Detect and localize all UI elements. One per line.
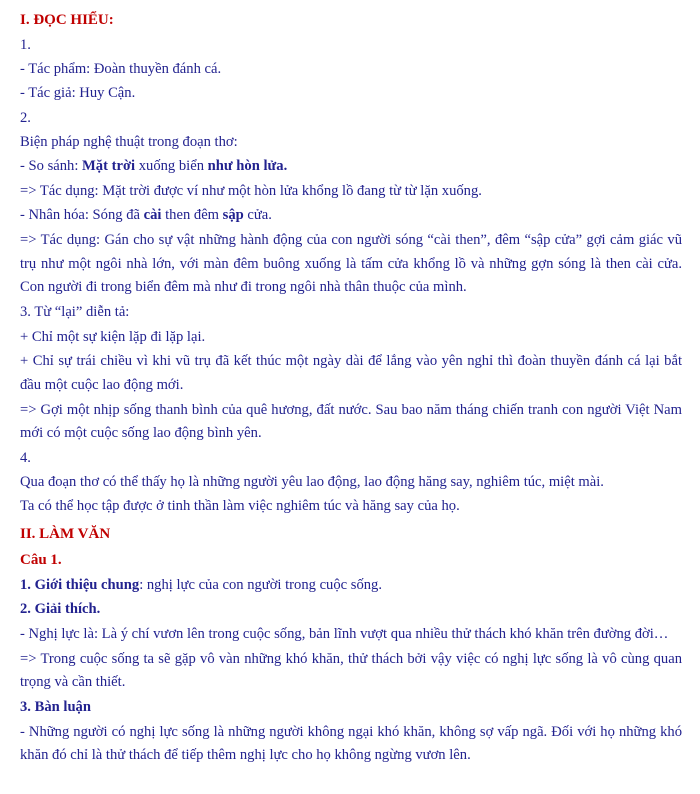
- item-4-line-1: Qua đoạn thơ có thể thấy họ là những người yêu lao động, lao động hăng say, nghiêm túc, miệt mài.: [20, 473, 604, 490]
- item-3-line-3: + Chỉ sự trái chiều vì khi vũ trụ đã kết thúc một ngày dài để lắng vào yên nghỉ thì đoàn thuyền đánh cá lại bắt đầu một cuộc lao động mới.: [20, 353, 682, 393]
- item-2-intro: Biện pháp nghệ thuật trong đoạn thơ:: [20, 133, 238, 150]
- point-2-line-1: - Nghị lực là: Là ý chí vươn lên trong cuộc sống, bản lĩnh vượt qua nhiều thử thách khó khăn trên đường đời…: [20, 626, 669, 643]
- item-3-line-4: => Gợi một nhịp sống thanh bình của quê hương, đất nước. Sau bao năm tháng chiến tranh con người Việt Nam mới có một cuộc sống lao động bình yên.: [20, 401, 682, 442]
- item-2-line-3: [20, 204, 682, 228]
- point-1-bold: 1. Giới thiệu chung: [20, 576, 140, 593]
- item-2-line-3-suffix: cửa.: [243, 207, 272, 224]
- point-3-line-1: - Những người có nghị lực sống là những người không ngại khó khăn, không sợ vấp ngã. Đối với họ những khó khăn đó chỉ là thử thách để tiếp thêm nghị lực cho họ không ngừng vươn lên.: [20, 723, 682, 764]
- item-2-line-1-bold-b: như hòn lửa.: [207, 158, 288, 175]
- item-2-line-1-bold-a: Mặt trời: [82, 158, 136, 175]
- point-2-line-2: => Trong cuộc sống ta sẽ gặp vô vàn những khó khăn, thử thách bởi vậy việc có nghị lực sống là vô cùng quan trọng và cần thiết.: [20, 650, 682, 691]
- item-3-line-2: + Chỉ một sự kiện lặp đi lặp lại.: [20, 328, 206, 345]
- section-heading-doc-hieu: I. ĐỌC HIỂU:: [20, 12, 114, 28]
- item-1-line-1: - Tác phẩm: Đoàn thuyền đánh cá.: [20, 60, 222, 77]
- point-1: [20, 574, 682, 598]
- item-number-2: 2.: [20, 109, 31, 126]
- item-2-line-1-prefix: - So sánh:: [20, 158, 83, 175]
- item-number-1: 1.: [20, 37, 31, 53]
- point-2-heading: 2. Giải thích.: [20, 601, 101, 618]
- section-heading-lam-van: II. LÀM VĂN: [20, 525, 111, 542]
- item-2-line-3-mid: then đêm: [161, 207, 223, 224]
- item-2-line-3-bold-b: sập: [222, 207, 244, 224]
- item-1-line-2: - Tác giả: Huy Cận.: [20, 85, 136, 102]
- item-2-line-1-mid: xuống biển: [135, 158, 208, 175]
- item-4-line-2: Ta có thể học tập được ở tinh thần làm việc nghiêm túc và hăng say của họ.: [20, 498, 460, 515]
- item-2-line-1: [20, 155, 682, 179]
- point-1-rest: : nghị lực của con người trong cuộc sống.: [139, 576, 382, 593]
- item-2-line-3-prefix: - Nhân hóa: Sóng đã: [20, 207, 144, 224]
- question-1-label: Câu 1.: [20, 551, 62, 568]
- item-2-line-3-bold-a: cài: [143, 207, 162, 224]
- item-2-line-4: => Tác dụng: Gán cho sự vật những hành động của con người sóng “cài then”, đêm “sập cửa” gợi cảm giác vũ trụ như một ngôi nhà lớn, với màn đêm buông xuống là tấm cửa khổng lồ và những gợn sóng là then cài cửa. Con người đi trong biển đêm mà như đi trong ngôi nhà thân thuộc của mình.: [20, 232, 682, 296]
- point-3-heading: 3. Bàn luận: [20, 699, 91, 716]
- item-number-4: 4.: [20, 449, 31, 466]
- item-3-line-1: 3. Từ “lại” diễn tả:: [20, 304, 130, 321]
- item-2-line-2: => Tác dụng: Mặt trời được ví như một hòn lửa khổng lồ đang từ từ lặn xuống.: [20, 182, 482, 199]
